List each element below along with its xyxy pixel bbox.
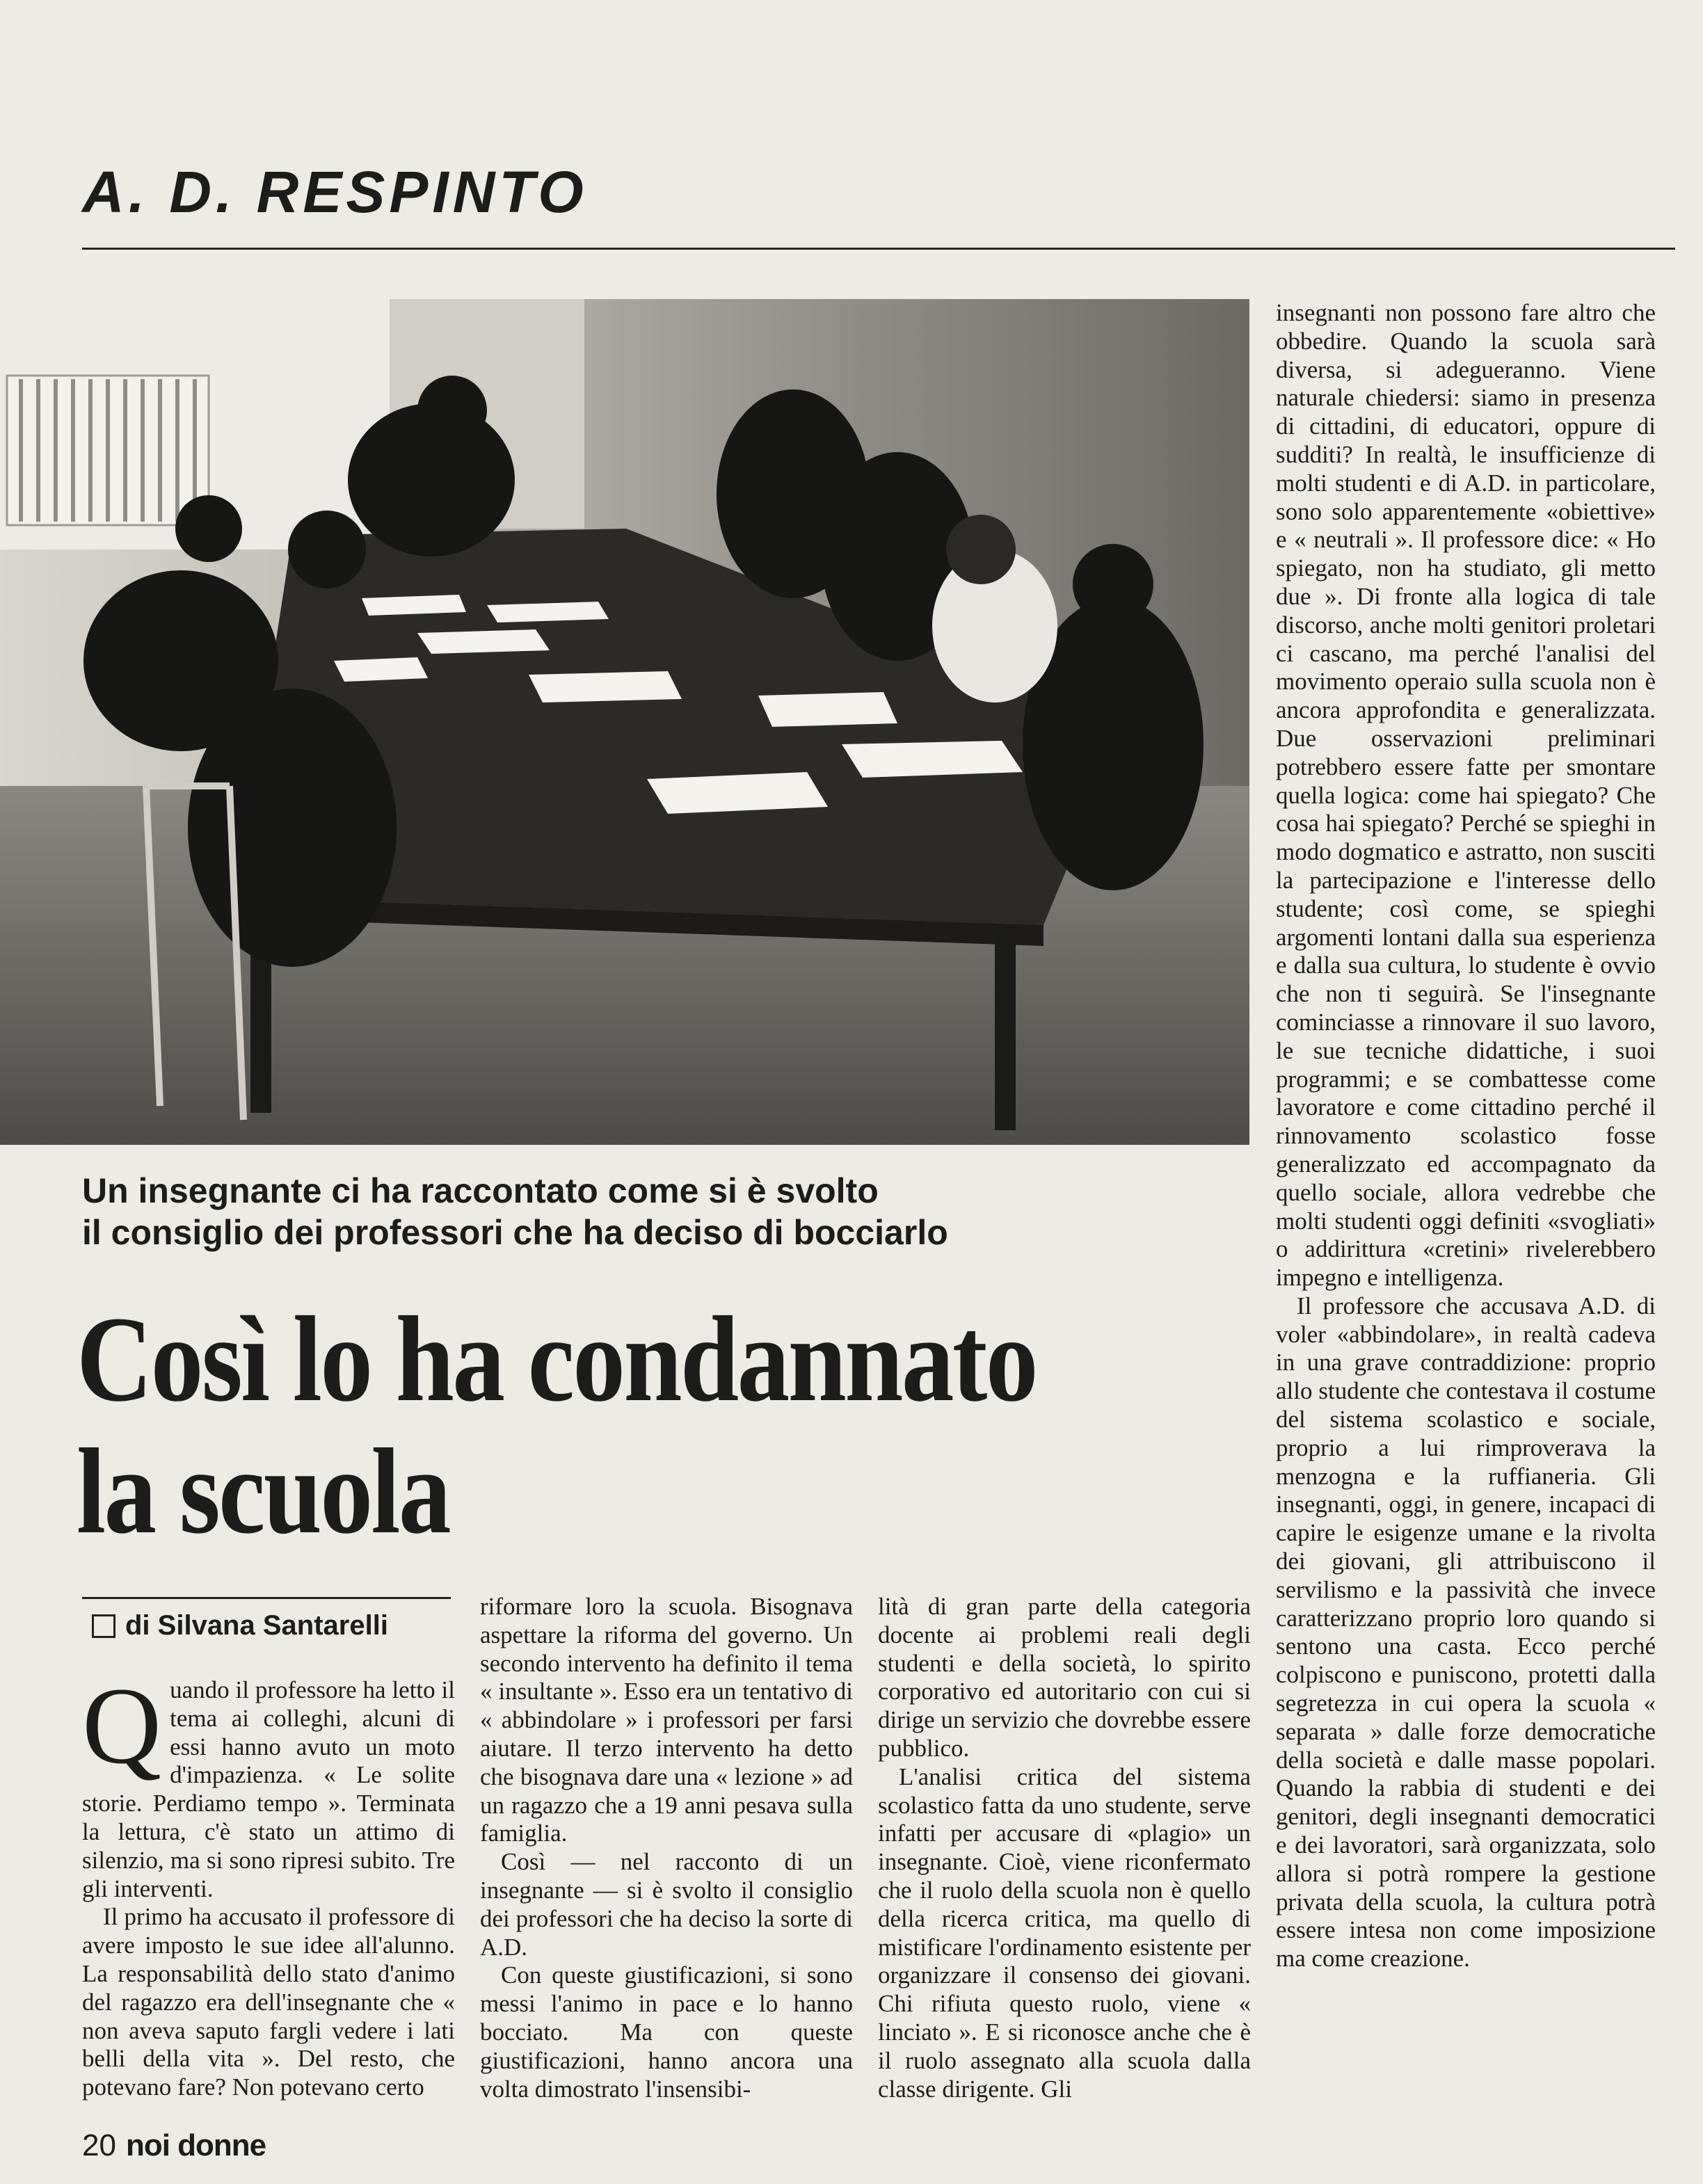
byline — [82, 1610, 451, 1641]
paragraph: Con queste giustificazioni, si sono messi l'animo in pace e lo hanno bocciato. Ma con queste giustificazioni, hanno ancora una volta dimostrato l'insensibi- — [480, 1961, 853, 2103]
page-footer — [82, 2128, 266, 2163]
page-number: 20 — [82, 2128, 116, 2162]
paragraph-text: uando il professore ha letto il tema ai colleghi, alcuni di essi hanno avuto un moto d'impazienza. « Le solite storie. Perdiamo tempo ». Terminata la lettura, c'è stato un attimo di silenzio, ma si sono ripresi subito. Tre gli interventi. — [82, 1676, 455, 1902]
paragraph: lità di gran parte della categoria docente ai problemi reali degli studenti e della società, lo spirito corporativo ed autoritario con cui si dirige un servizio che dovrebbe essere pubblico. — [878, 1593, 1251, 1762]
headline-line-1: Così lo ha condannato — [77, 1292, 1037, 1427]
header-rule — [82, 248, 1675, 250]
headline-line-2: la scuola — [77, 1424, 450, 1559]
section-title: A. D. RESPINTO — [82, 159, 588, 225]
article-column-2 — [480, 1593, 853, 2103]
magazine-name: noi donne — [125, 2128, 266, 2162]
paragraph: L'analisi critica del sistema scolastico fatta da uno studente, serve infatti per accusare di «plagio» un insegnante. Cioè, viene riconfermato che il ruolo della scuola non è quello della ricerca critica, ma quello di mistificare l'ordinamento esistente per organizzare il consenso dei giovani. Chi rifiuta questo ruolo, viene « linciato ». E si riconosce anche che è il ruolo assegnato alla scuola dalla classe dirigente. Gli — [878, 1763, 1251, 2103]
paragraph: insegnanti non possono fare altro che obbedire. Quando la scuola sarà diversa, si adegueranno. Viene naturale chiedersi: siamo in presenza di cittadini, di educatori, oppure di sudditi? In realtà, le insufficienze di molti studenti e di A.D. in particolare, sono solo apparentemente «obiettive» e « neutrali ». Il professore dice: « Ho spiegato, non ha studiato, gli metto due ». Di fronte alla logica di tale discorso, anche molti genitori proletari ci cascano, ma perché l'analisi del movimento operaio sulla scuola non è ancora approfondita e generalizzata. Due osservazioni preliminari potrebbero essere fatte per smontare quella logica: come hai spiegato? Che cosa hai spiegato? Perché se spieghi in modo dogmatico e astratto, non susciti la partecipazione e l'interesse dello studente; così come, se spieghi argomenti lontani dalla sua esperienza e dalla sua cultura, lo studente è ovvio che non ti seguirà. Se l'insegnante cominciasse a rinnovare il suo lavoro, le sue tecniche didattiche, i suoi programmi; e se combattesse come lavoratore e come cittadino perché il rinnovamento scolastico fosse generalizzato ed accompagnato da quello sociale, allora vedrebbe che molti studenti oggi definiti «svogliati» o addirittura «cretini» rivelerebbero impegno e intelligenza. — [1276, 299, 1656, 1292]
subtitle-line-1: Un insegnante ci ha raccontato come si è svolto — [82, 1171, 879, 1210]
byline-text: di Silvana Santarelli — [125, 1610, 388, 1641]
square-bullet-icon — [92, 1614, 115, 1638]
headline — [77, 1294, 1094, 1558]
paragraph: riformare loro la scuola. Bisognava aspettare la riforma del governo. Un secondo intervento ha definito il tema « insultante ». Esso era un tentativo di « abbindolare » i professori per farsi aiutare. Il terzo intervento ha detto che bisognava dare una « lezione » ad un ragazzo che a 19 anni pesava sulla famiglia. — [480, 1593, 853, 1847]
article-column-4 — [1276, 299, 1656, 1973]
paragraph: Il professore che accusava A.D. di voler «abbindolare», in realtà cadeva in una grave contraddizione: proprio allo studente che contestava il costume del sistema scolastico e sociale, proprio a lui rimproverava la menzogna e la ruffianeria. Gli insegnanti, oggi, in genere, incapaci di capire le esigenze umane e la rivolta dei giovani, gli attribuiscono il servilismo e la passività che invece caratterizzano proprio loro quando si sentono una casta. Ecco perché colpiscono e puniscono, protetti dalla segretezza in cui opera la scuola « separata » dalle forze democratiche della società e dalle masse popolari. Quando la rabbia di studenti e dei genitori, degli insegnanti democratici e dei lavoratori, sarà organizzata, solo allora si potrà rompere la gestione privata della scuola, la cultura potrà essere intesa non come imposizione ma come creazione. — [1276, 1292, 1656, 1973]
article-column-3 — [878, 1593, 1251, 2103]
paragraph: Il primo ha accusato il professore di avere imposto le sue idee all'alunno. La responsabilità dello stato d'animo del ragazzo era dell'insegnante che « non aveva saputo fargli vedere i lati belli della vita ». Del resto, che potevano fare? Non potevano certo — [82, 1903, 455, 2101]
paragraph: Così — nel racconto di un insegnante — si è svolto il consiglio dei professori che ha deciso la sorte di A.D. — [480, 1848, 853, 1961]
byline-block — [82, 1597, 451, 1641]
article-column-1 — [82, 1665, 455, 2102]
subtitle-line-2: il consiglio dei professori che ha deciso di bocciarlo — [82, 1213, 948, 1252]
subtitle — [82, 1170, 1251, 1253]
byline-rule — [82, 1597, 451, 1599]
paragraph — [82, 1665, 455, 1903]
meeting-photo — [0, 299, 1249, 1145]
dropcap: Q — [82, 1665, 162, 1787]
